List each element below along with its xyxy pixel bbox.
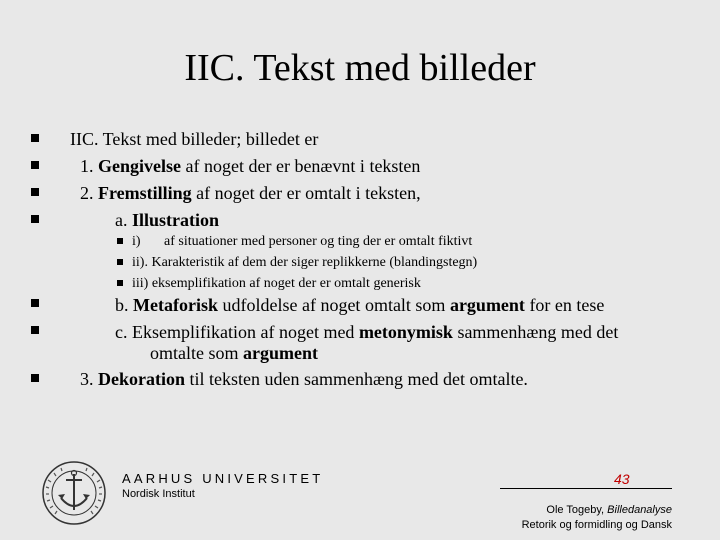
page-number: 43 xyxy=(614,471,630,487)
line-prefix: c. Eksemplifikation af noget med xyxy=(115,322,359,342)
bullet-icon xyxy=(30,214,40,224)
line-text: af noget der er benævnt i teksten xyxy=(181,156,421,176)
bullet-icon xyxy=(30,160,40,170)
line-emphasis: Dekoration xyxy=(98,369,185,389)
bullet-line-4 xyxy=(115,209,219,231)
bullet-icon xyxy=(30,373,40,383)
author-name: Ole Togeby, xyxy=(546,504,608,516)
bullet-icon xyxy=(30,187,40,197)
sub-bullet-icon xyxy=(116,237,124,245)
line-text: sammenhæng med det xyxy=(452,322,619,342)
bullet-line-1 xyxy=(70,128,318,150)
line-emphasis: Gengivelse xyxy=(98,156,181,176)
bullet-line-3 xyxy=(80,182,421,204)
footer-divider xyxy=(500,488,672,489)
sub-item-2 xyxy=(132,254,477,271)
university-name: AARHUS UNIVERSITET xyxy=(122,471,324,486)
bullet-line-3-dekoration xyxy=(80,368,528,390)
line-emphasis: Metaforisk xyxy=(133,295,218,315)
line-prefix: 3. xyxy=(80,369,98,389)
university-seal-logo xyxy=(34,460,114,526)
line-prefix: 1. xyxy=(80,156,98,176)
line-text: udfoldelse af noget omtalt som xyxy=(217,295,450,315)
line-text: af noget der er omtalt i teksten, xyxy=(191,183,421,203)
bullet-icon xyxy=(30,298,40,308)
line-prefix: a. xyxy=(115,210,132,230)
line-text: til teksten uden sammenhæng med det omtalte. xyxy=(185,369,528,389)
line-prefix: b. xyxy=(115,295,133,315)
line-text: for en tese xyxy=(524,295,605,315)
line-emphasis: Fremstilling xyxy=(98,183,192,203)
bullet-line-b xyxy=(115,294,604,316)
line-emphasis: metonymisk xyxy=(358,322,453,342)
sub-item-3 xyxy=(132,275,421,292)
sub-item-number: iii) xyxy=(132,276,149,291)
line-emphasis: argument xyxy=(243,343,318,363)
sub-item-number: i) xyxy=(132,234,141,249)
author-line xyxy=(522,503,672,518)
bullet-icon xyxy=(30,325,40,335)
sub-item-text: eksemplifikation af noget der er omtalt generisk xyxy=(151,276,421,291)
bullet-line-c-cont xyxy=(150,342,318,364)
sub-item-text: Karakteristik af dem der siger replikkerne (blandingstegn) xyxy=(151,255,478,270)
sub-bullet-icon xyxy=(116,279,124,287)
bullet-line-c xyxy=(115,321,618,343)
line-emphasis: argument xyxy=(449,295,525,315)
bullet-line-2 xyxy=(80,155,420,177)
line-emphasis: Illustration xyxy=(132,210,220,230)
sub-item-number: ii). xyxy=(132,255,148,270)
bullet-icon xyxy=(30,133,40,143)
course-name: Retorik og formidling og Dansk xyxy=(521,519,672,531)
work-title: Billedanalyse xyxy=(607,504,672,516)
institute-name: Nordisk Institut xyxy=(122,488,195,500)
line-text: omtalte som xyxy=(150,343,243,363)
footer-credit xyxy=(522,503,672,533)
sub-bullet-icon xyxy=(116,258,124,266)
sub-item-text: af situationer med personer og ting der er omtalt fiktivt xyxy=(164,234,473,249)
line-prefix: 2. xyxy=(80,183,98,203)
sub-item-1 xyxy=(132,233,472,250)
line-text: IIC. Tekst med billeder; billedet er xyxy=(70,129,319,149)
slide-title: IIC. Tekst med billeder xyxy=(184,47,536,89)
